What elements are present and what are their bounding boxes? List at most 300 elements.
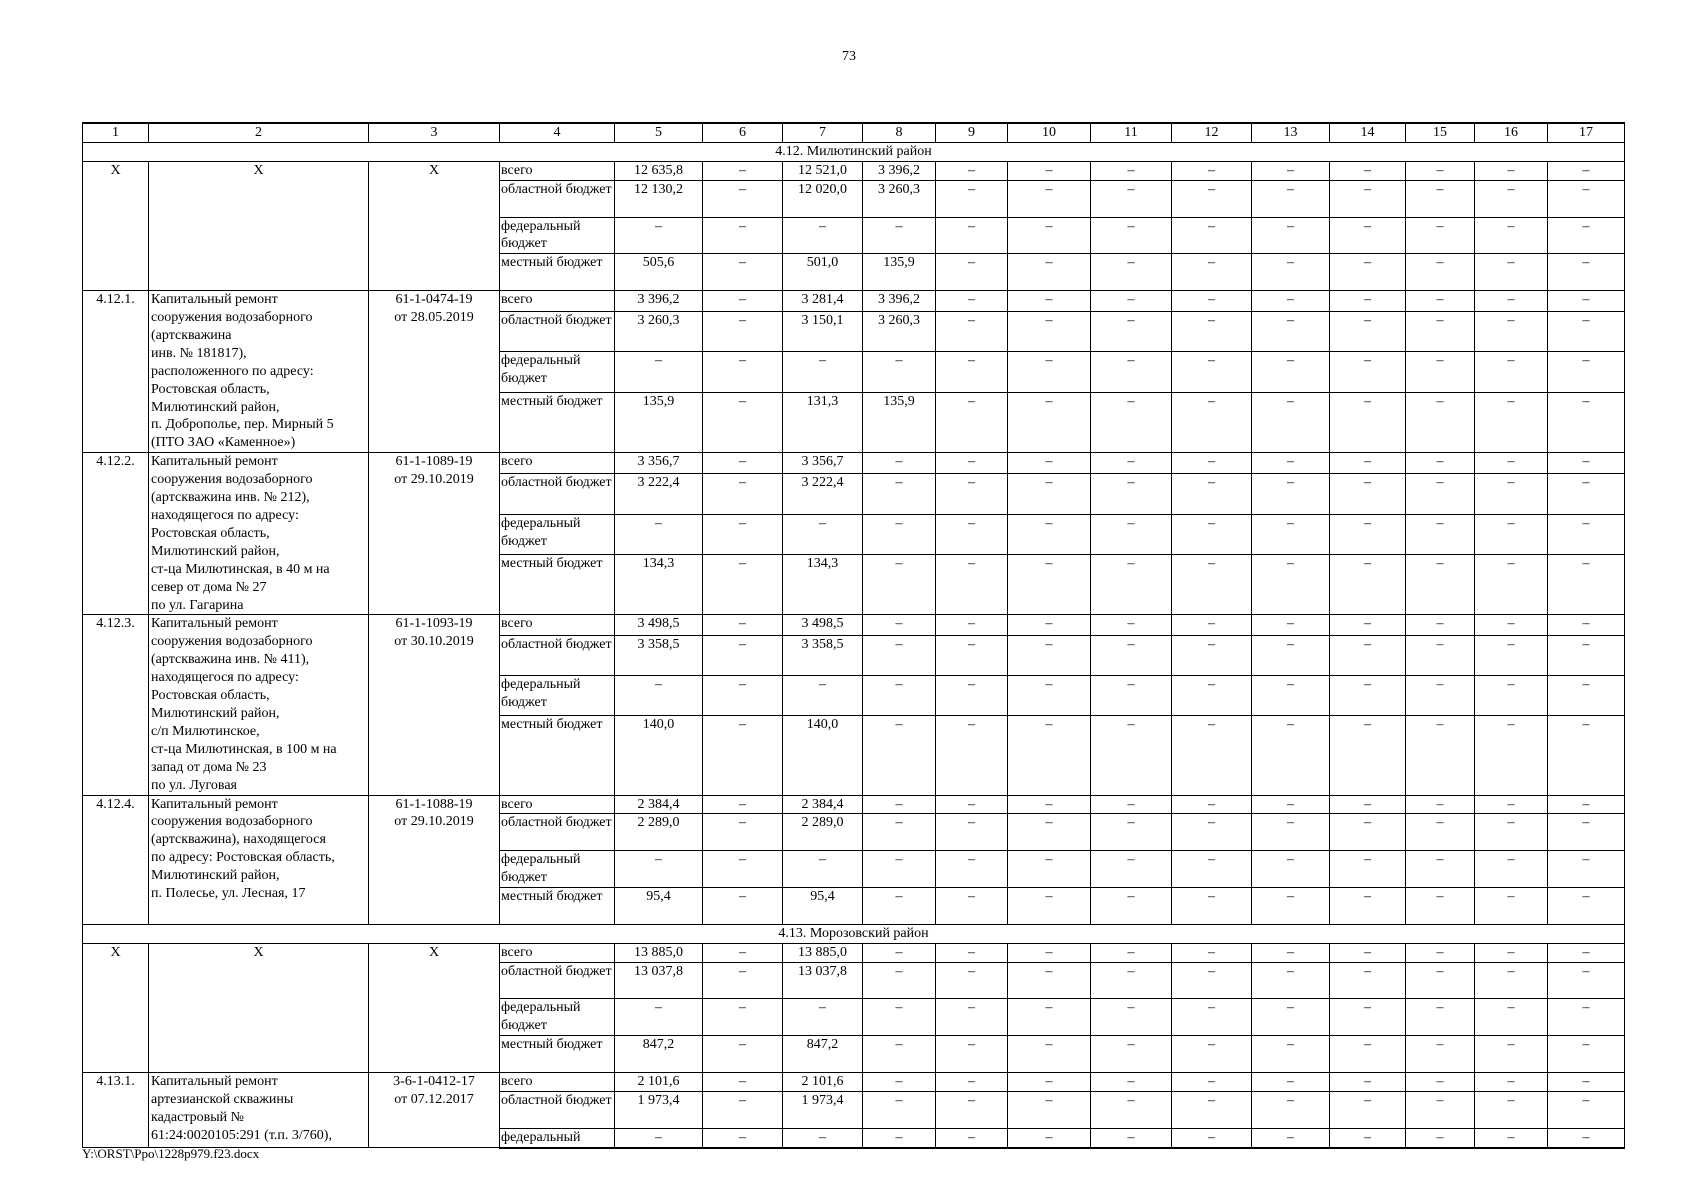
amount-cell: – [936,795,1008,814]
amount-cell: – [1406,851,1475,888]
amount-cell: – [703,1091,783,1128]
amount-cell: 3 498,5 [615,615,703,636]
funding-source: всего [500,615,615,636]
amount-cell: – [1330,636,1406,676]
amount-cell: 847,2 [783,1036,863,1073]
funding-source: областной бюджет [500,311,615,352]
amount-cell: – [1548,676,1625,716]
amount-cell: – [936,999,1008,1036]
amount-cell: – [1406,1091,1475,1128]
amount-cell: – [1172,1036,1252,1073]
amount-cell: – [1008,888,1091,925]
table-row [83,615,1625,636]
funding-table [82,122,1625,1149]
column-header-cell: 12 [1172,123,1252,142]
funding-source: всего [500,453,615,474]
amount-cell: – [703,514,783,555]
amount-cell: – [1008,615,1091,636]
amount-cell: – [1252,636,1330,676]
amount-cell: – [863,999,936,1036]
amount-cell: – [1091,615,1172,636]
column-header-cell: 15 [1406,123,1475,142]
amount-cell: – [783,999,863,1036]
amount-cell: – [1091,851,1172,888]
amount-cell: – [703,999,783,1036]
amount-cell: – [1091,999,1172,1036]
section-title: 4.12. Милютинский район [83,142,1625,161]
section-title-row [83,924,1625,943]
amount-cell: – [1548,453,1625,474]
amount-cell: – [783,851,863,888]
funding-source: местный бюджет [500,393,615,453]
amount-cell: – [863,615,936,636]
amount-cell: – [703,393,783,453]
funding-source: областной бюджет [500,1091,615,1128]
amount-cell: – [936,474,1008,515]
amount-cell: – [936,217,1008,254]
table-row [83,291,1625,312]
amount-cell: – [1252,161,1330,180]
amount-cell: – [1406,795,1475,814]
amount-cell: – [1091,254,1172,291]
amount-cell: – [1008,1091,1091,1128]
amount-cell: – [703,795,783,814]
amount-cell: – [1091,962,1172,999]
amount-cell: – [615,851,703,888]
amount-cell: – [1548,795,1625,814]
amount-cell: – [1252,851,1330,888]
amount-cell: – [936,962,1008,999]
amount-cell: – [1008,1073,1091,1092]
amount-cell: – [936,514,1008,555]
column-number-header-row [83,123,1625,142]
amount-cell: – [1406,555,1475,615]
funding-source: всего [500,795,615,814]
amount-cell: – [1330,615,1406,636]
amount-cell: – [1475,851,1548,888]
amount-cell: – [1548,311,1625,352]
column-header-cell: 2 [149,123,369,142]
item-number: 4.12.4. [83,795,149,924]
amount-cell: 2 289,0 [783,814,863,851]
amount-cell: – [703,180,783,217]
funding-source: федеральный бюджет [500,999,615,1036]
amount-cell: – [703,814,783,851]
amount-cell: – [1091,217,1172,254]
amount-cell: – [1548,1091,1625,1128]
amount-cell: – [1008,311,1091,352]
amount-cell: – [1330,555,1406,615]
amount-cell: – [1008,1036,1091,1073]
amount-cell: 140,0 [615,716,703,795]
section-title-row [83,142,1625,161]
amount-cell: 95,4 [615,888,703,925]
amount-cell: – [1330,474,1406,515]
amount-cell: – [1475,1073,1548,1092]
amount-cell: – [1330,393,1406,453]
amount-cell: – [1330,1091,1406,1128]
table-row [83,1073,1625,1092]
amount-cell: – [1091,716,1172,795]
amount-cell: – [1008,217,1091,254]
document-reference: 61-1-1093-19 от 30.10.2019 [369,615,500,795]
amount-cell: – [1091,291,1172,312]
amount-cell: – [1406,615,1475,636]
funding-source: федеральный бюджет [500,851,615,888]
item-number: Х [83,943,149,1072]
amount-cell: – [1330,999,1406,1036]
amount-cell: 3 356,7 [783,453,863,474]
amount-cell: – [1008,180,1091,217]
amount-cell: – [1091,943,1172,962]
amount-cell: – [1330,311,1406,352]
amount-cell: – [1008,716,1091,795]
amount-cell: – [703,1073,783,1092]
amount-cell: – [1252,311,1330,352]
amount-cell: – [863,676,936,716]
funding-source: всего [500,161,615,180]
amount-cell: – [1475,161,1548,180]
table-row [83,161,1625,180]
amount-cell: – [1252,474,1330,515]
amount-cell: – [1008,943,1091,962]
amount-cell: – [1008,254,1091,291]
amount-cell: – [1475,514,1548,555]
document-reference: Х [369,943,500,1072]
amount-cell: – [783,676,863,716]
column-header-cell: 8 [863,123,936,142]
amount-cell: – [1252,254,1330,291]
amount-cell: – [1008,636,1091,676]
amount-cell: – [1330,962,1406,999]
amount-cell: – [1008,814,1091,851]
amount-cell: 2 101,6 [783,1073,863,1092]
amount-cell: – [1008,851,1091,888]
amount-cell: – [1330,217,1406,254]
amount-cell: – [1172,999,1252,1036]
amount-cell: – [703,161,783,180]
amount-cell: – [1008,474,1091,515]
amount-cell: – [1475,1128,1548,1147]
amount-cell: 12 635,8 [615,161,703,180]
amount-cell: 12 130,2 [615,180,703,217]
amount-cell: 3 396,2 [863,291,936,312]
amount-cell: – [1252,1091,1330,1128]
amount-cell: – [1091,676,1172,716]
amount-cell: – [936,453,1008,474]
amount-cell: – [703,352,783,393]
amount-cell: – [1252,1036,1330,1073]
column-header-cell: 5 [615,123,703,142]
amount-cell: – [936,615,1008,636]
amount-cell: – [1330,1073,1406,1092]
amount-cell: 2 101,6 [615,1073,703,1092]
amount-cell: 505,6 [615,254,703,291]
amount-cell: – [863,851,936,888]
item-number: 4.12.3. [83,615,149,795]
amount-cell: – [1008,676,1091,716]
funding-source: местный бюджет [500,888,615,925]
amount-cell: 3 150,1 [783,311,863,352]
amount-cell: – [1330,814,1406,851]
amount-cell: – [1548,716,1625,795]
amount-cell: – [783,352,863,393]
amount-cell: 135,9 [863,393,936,453]
amount-cell: – [1008,795,1091,814]
amount-cell: 3 358,5 [783,636,863,676]
amount-cell: 95,4 [783,888,863,925]
amount-cell: – [703,217,783,254]
amount-cell: – [1330,1036,1406,1073]
amount-cell: – [1406,814,1475,851]
amount-cell: – [1406,716,1475,795]
amount-cell: – [1475,795,1548,814]
object-name: Капитальный ремонт сооружения водозаборного (артскважина инв. № 411), находящегося по адресу: Ростовская область, Милютинский район, с/п Милютинское, ст-ца Милютинская, в 100 м на запад от дома № 23 по ул. Луговая [149,615,369,795]
amount-cell: – [936,291,1008,312]
amount-cell: – [1008,393,1091,453]
amount-cell: – [703,636,783,676]
amount-cell: – [703,1036,783,1073]
amount-cell: – [1548,943,1625,962]
amount-cell: – [936,716,1008,795]
amount-cell: – [1252,795,1330,814]
column-header-cell: 11 [1091,123,1172,142]
column-header-cell: 13 [1252,123,1330,142]
amount-cell: – [1252,352,1330,393]
amount-cell: – [1330,514,1406,555]
amount-cell: – [1091,1091,1172,1128]
amount-cell: – [1548,888,1625,925]
amount-cell: – [1008,999,1091,1036]
amount-cell: – [1548,851,1625,888]
amount-cell: – [1475,943,1548,962]
funding-source: федеральный бюджет [500,217,615,254]
amount-cell: 134,3 [783,555,863,615]
amount-cell: – [1091,1073,1172,1092]
amount-cell: – [1172,352,1252,393]
amount-cell: – [863,962,936,999]
amount-cell: – [1406,291,1475,312]
amount-cell: – [863,814,936,851]
amount-cell: – [1548,814,1625,851]
amount-cell: – [936,814,1008,851]
amount-cell: – [1548,636,1625,676]
amount-cell: – [1548,161,1625,180]
amount-cell: – [703,943,783,962]
amount-cell: – [1330,180,1406,217]
amount-cell: – [936,161,1008,180]
amount-cell: – [703,453,783,474]
amount-cell: 3 260,3 [863,311,936,352]
amount-cell: – [703,1128,783,1147]
amount-cell: – [863,1091,936,1128]
funding-source: федеральный бюджет [500,352,615,393]
amount-cell: – [1172,474,1252,515]
amount-cell: – [1172,453,1252,474]
amount-cell: – [863,474,936,515]
amount-cell: – [936,393,1008,453]
amount-cell: – [615,514,703,555]
amount-cell: – [1008,352,1091,393]
document-reference: 3-6-1-0412-17 от 07.12.2017 [369,1073,500,1148]
amount-cell: – [1548,962,1625,999]
funding-source: местный бюджет [500,254,615,291]
document-reference: 61-1-1088-19 от 29.10.2019 [369,795,500,924]
amount-cell: – [1091,814,1172,851]
footer-file-path: Y:\ORST\Ppo\1228p979.f23.docx [82,1146,260,1161]
funding-source: федеральный [500,1128,615,1147]
amount-cell: – [1548,1036,1625,1073]
amount-cell: – [1252,291,1330,312]
amount-cell: – [1406,676,1475,716]
document-reference: 61-1-0474-19 от 28.05.2019 [369,291,500,453]
amount-cell: – [1172,636,1252,676]
amount-cell: – [1008,514,1091,555]
amount-cell: – [1548,254,1625,291]
amount-cell: – [1091,555,1172,615]
amount-cell: – [1172,795,1252,814]
amount-cell: – [1008,161,1091,180]
amount-cell: – [1548,291,1625,312]
column-header-cell: 16 [1475,123,1548,142]
amount-cell: – [1252,814,1330,851]
amount-cell: – [936,1036,1008,1073]
amount-cell: – [1172,851,1252,888]
amount-cell: – [1548,393,1625,453]
amount-cell: – [1475,393,1548,453]
item-number: Х [83,161,149,290]
amount-cell: – [1406,999,1475,1036]
funding-source: местный бюджет [500,1036,615,1073]
amount-cell: – [615,217,703,254]
amount-cell: – [703,962,783,999]
amount-cell: 2 289,0 [615,814,703,851]
amount-cell: – [1330,254,1406,291]
amount-cell: – [863,716,936,795]
amount-cell: – [1406,254,1475,291]
amount-cell: – [1330,352,1406,393]
table-row [83,943,1625,962]
amount-cell: – [936,851,1008,888]
amount-cell: – [1548,1128,1625,1147]
amount-cell: – [1475,311,1548,352]
amount-cell: – [1172,180,1252,217]
amount-cell: – [1172,254,1252,291]
object-name: Капитальный ремонт артезианской скважины кадастровый № 61:24:0020105:291 (т.п. 3/760), [149,1073,369,1148]
amount-cell: – [703,291,783,312]
amount-cell: 135,9 [863,254,936,291]
amount-cell: – [1406,636,1475,676]
amount-cell: – [1475,636,1548,676]
amount-cell: – [1252,999,1330,1036]
column-header-cell: 4 [500,123,615,142]
amount-cell: – [1008,1128,1091,1147]
amount-cell: – [936,1073,1008,1092]
column-header-cell: 6 [703,123,783,142]
amount-cell: – [1548,217,1625,254]
amount-cell: 131,3 [783,393,863,453]
funding-source: областной бюджет [500,962,615,999]
amount-cell: – [1252,676,1330,716]
amount-cell: – [1091,1036,1172,1073]
amount-cell: 12 521,0 [783,161,863,180]
column-header-cell: 10 [1008,123,1091,142]
amount-cell: – [1172,514,1252,555]
amount-cell: – [783,514,863,555]
amount-cell: – [1172,555,1252,615]
amount-cell: – [1406,1073,1475,1092]
amount-cell: – [936,888,1008,925]
amount-cell: 3 358,5 [615,636,703,676]
page-number: 73 [842,49,856,64]
amount-cell: – [703,311,783,352]
amount-cell: – [1172,814,1252,851]
amount-cell: – [1252,962,1330,999]
amount-cell: – [1475,1091,1548,1128]
amount-cell: – [1091,514,1172,555]
amount-cell: – [1548,514,1625,555]
funding-source: всего [500,1073,615,1092]
amount-cell: 13 037,8 [783,962,863,999]
amount-cell: – [1406,217,1475,254]
amount-cell: 140,0 [783,716,863,795]
amount-cell: – [863,514,936,555]
amount-cell: – [1172,943,1252,962]
amount-cell: – [1091,311,1172,352]
item-number: 4.13.1. [83,1073,149,1148]
amount-cell: – [1330,943,1406,962]
amount-cell: – [1406,888,1475,925]
amount-cell: 3 281,4 [783,291,863,312]
amount-cell: – [1172,1073,1252,1092]
amount-cell: – [863,453,936,474]
amount-cell: – [1091,161,1172,180]
amount-cell: – [1475,676,1548,716]
amount-cell: – [1406,393,1475,453]
table-row [83,453,1625,474]
amount-cell: – [1252,1128,1330,1147]
amount-cell: – [1008,962,1091,999]
amount-cell: – [1330,676,1406,716]
amount-cell: 134,3 [615,555,703,615]
amount-cell: – [863,1036,936,1073]
amount-cell: – [936,1128,1008,1147]
column-header-cell: 3 [369,123,500,142]
amount-cell: – [1330,716,1406,795]
amount-cell: – [1172,311,1252,352]
amount-cell: – [936,676,1008,716]
amount-cell: 13 037,8 [615,962,703,999]
object-name: Капитальный ремонт сооружения водозаборного (артскважина инв. № 212), находящегося по адресу: Ростовская область, Милютинский район, ст-ца Милютинская, в 40 м на север от дома № 27 по ул. Гагарина [149,453,369,615]
amount-cell: – [1548,615,1625,636]
amount-cell: – [703,254,783,291]
amount-cell: – [1548,474,1625,515]
amount-cell: 1 973,4 [783,1091,863,1128]
amount-cell: 2 384,4 [615,795,703,814]
amount-cell: – [936,311,1008,352]
amount-cell: – [1406,180,1475,217]
amount-cell: – [1172,1128,1252,1147]
amount-cell: 3 356,7 [615,453,703,474]
amount-cell: – [1475,352,1548,393]
amount-cell: – [1091,453,1172,474]
funding-source: федеральный бюджет [500,514,615,555]
amount-cell: 135,9 [615,393,703,453]
amount-cell: – [1172,217,1252,254]
amount-cell: – [1475,716,1548,795]
amount-cell: – [1406,161,1475,180]
column-header-cell: 7 [783,123,863,142]
